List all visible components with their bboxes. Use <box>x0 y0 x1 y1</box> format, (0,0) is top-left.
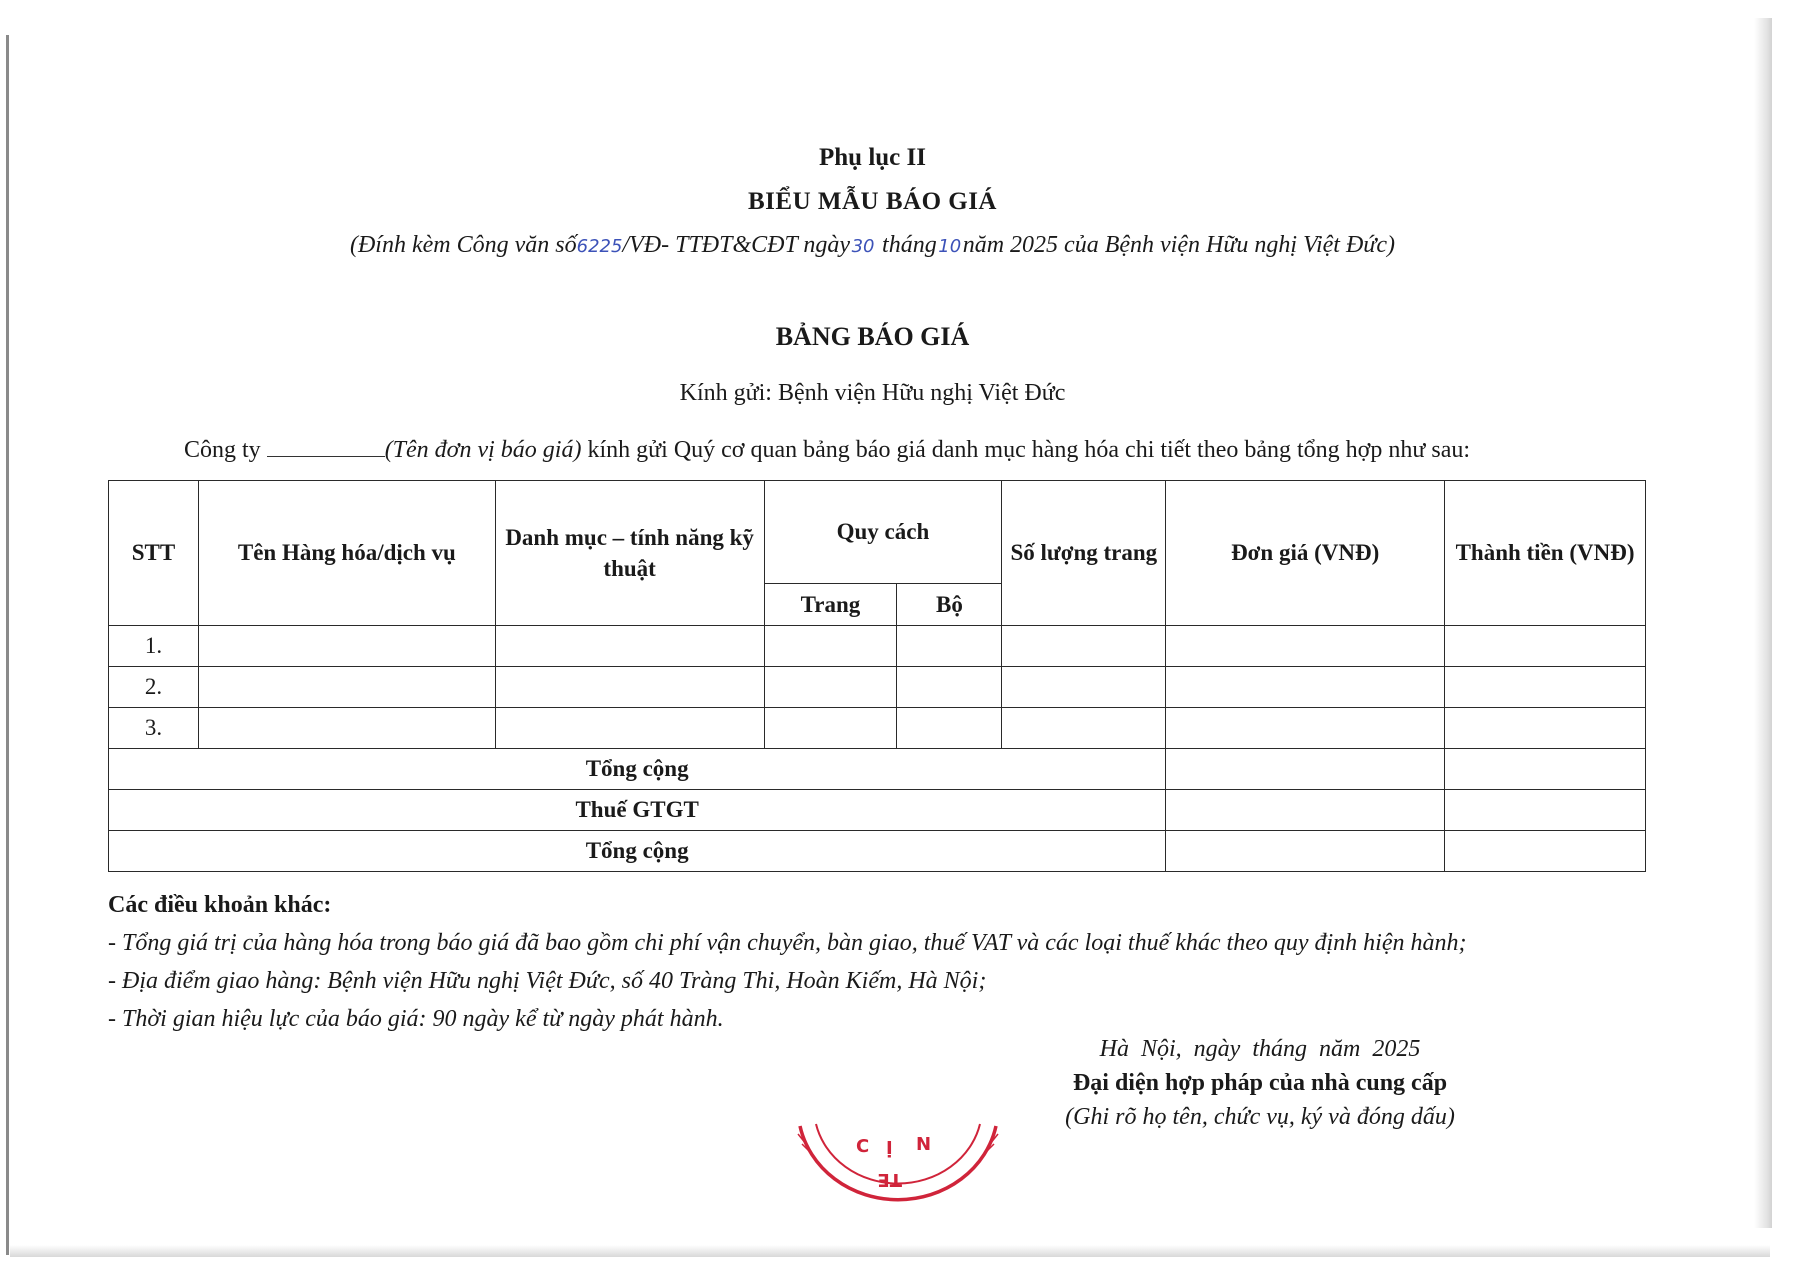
table-row <box>109 626 1646 667</box>
cell-spec-set <box>897 708 1002 749</box>
vat-label: Thuế GTGT <box>109 790 1166 831</box>
cell-spec-set <box>897 667 1002 708</box>
intro-text: kính gửi Quý cơ quan bảng báo giá danh mục hàng hóa chi tiết theo bảng tổng hợp như sau: <box>587 437 1471 463</box>
cell-quantity <box>1002 708 1166 749</box>
cell-item-name <box>198 667 495 708</box>
subtotal-label: Tổng cộng <box>109 749 1166 790</box>
row-number: 2. <box>109 667 199 708</box>
cell-item-name <box>198 626 495 667</box>
cell-category <box>495 667 764 708</box>
header-item-name: Tên Hàng hóa/dịch vụ <box>198 481 495 626</box>
handwritten-month: 10 <box>938 236 962 257</box>
grand-total-unit-price <box>1166 831 1445 872</box>
scan-page-edge-left <box>6 35 9 1255</box>
row-number: 1. <box>109 626 199 667</box>
terms-item: - Tổng giá trị của hàng hóa trong báo giá đã bao gồm chi phí vận chuyển, bàn giao, thuế VAT và các loại thuế khác theo quy định hiện hành; <box>108 930 1467 956</box>
grand-total-row <box>109 831 1646 872</box>
attachment-prefix: (Đính kèm Công văn số <box>349 232 577 258</box>
row-number: 3. <box>109 708 199 749</box>
header-quantity: Số lượng trang <box>1002 481 1166 626</box>
scan-page-edge-bottom <box>10 1245 1770 1257</box>
subtotal-unit-price <box>1166 749 1445 790</box>
stamp-letter: Ị <box>886 1138 893 1159</box>
handwritten-day: 30 <box>851 236 875 257</box>
terms-item: - Địa điểm giao hàng: Bệnh viện Hữu nghị Việt Đức, số 40 Tràng Thi, Hoàn Kiếm, Hà Nội; <box>108 968 987 994</box>
cell-unit-price <box>1166 626 1445 667</box>
subtotal-row <box>109 749 1646 790</box>
cell-amount <box>1445 708 1646 749</box>
cell-category <box>495 626 764 667</box>
header-unit-price: Đơn giá (VNĐ) <box>1166 481 1445 626</box>
attachment-suffix: năm 2025 của Bệnh viện Hữu nghị Việt Đức) <box>962 232 1396 258</box>
quote-title: BẢNG BÁO GIÁ <box>775 322 970 351</box>
table-header-row <box>109 481 1646 584</box>
cell-unit-price <box>1166 708 1445 749</box>
cell-quantity <box>1002 667 1166 708</box>
header-spec-set: Bộ <box>897 584 1002 626</box>
cell-spec-set <box>897 626 1002 667</box>
attachment-mid1: /VĐ- TTĐT&CĐT ngày <box>622 232 851 258</box>
stamp-letter: C <box>856 1136 870 1157</box>
cell-spec-page <box>764 667 897 708</box>
cell-item-name <box>198 708 495 749</box>
signature-date: Hà Nội, ngày tháng năm 2025 <box>1099 1036 1421 1062</box>
table-row <box>109 708 1646 749</box>
subtotal-amount <box>1445 749 1646 790</box>
terms-section <box>108 886 1466 1038</box>
red-stamp-fragment <box>788 1118 1008 1228</box>
stamp-letter: N <box>916 1134 932 1155</box>
handwritten-doc-number: 6225 <box>576 236 623 257</box>
cell-spec-page <box>764 626 897 667</box>
attachment-line <box>0 232 1745 259</box>
header-amount: Thành tiền (VNĐ) <box>1445 481 1646 626</box>
terms-heading: Các điều khoản khác: <box>108 892 332 918</box>
signature-representative: Đại diện hợp pháp của nhà cung cấp <box>1072 1070 1448 1096</box>
cell-amount <box>1445 626 1646 667</box>
vat-unit-price <box>1166 790 1445 831</box>
table-row <box>109 667 1646 708</box>
salutation: Kính gửi: Bệnh viện Hữu nghị Việt Đức <box>679 380 1066 406</box>
quote-table <box>108 480 1646 872</box>
intro-placeholder: (Tên đơn vị báo giá) <box>384 437 582 463</box>
cell-unit-price <box>1166 667 1445 708</box>
header-category: Danh mục – tính năng kỹ thuật <box>495 481 764 626</box>
intro-paragraph <box>184 436 1470 464</box>
cell-quantity <box>1002 626 1166 667</box>
header-spec-page: Trang <box>764 584 897 626</box>
stamp-letter: TE <box>877 1169 902 1190</box>
terms-item: - Thời gian hiệu lực của báo giá: 90 ngày kể từ ngày phát hành. <box>108 1006 724 1032</box>
intro-company: Công ty <box>184 437 261 463</box>
form-title: BIỂU MẪU BÁO GIÁ <box>748 188 997 215</box>
company-name-blank <box>267 436 385 457</box>
vat-row <box>109 790 1646 831</box>
cell-spec-page <box>764 708 897 749</box>
vat-amount <box>1445 790 1646 831</box>
grand-total-label: Tổng cộng <box>109 831 1166 872</box>
signature-note: (Ghi rõ họ tên, chức vụ, ký và đóng dấu) <box>1065 1104 1455 1130</box>
grand-total-amount <box>1445 831 1646 872</box>
header-spec: Quy cách <box>764 481 1002 584</box>
appendix-label: Phụ lục II <box>819 144 926 171</box>
cell-category <box>495 708 764 749</box>
header-stt: STT <box>109 481 199 626</box>
scan-page-edge-right <box>1754 18 1772 1228</box>
cell-amount <box>1445 667 1646 708</box>
attachment-mid2: tháng <box>882 232 937 258</box>
